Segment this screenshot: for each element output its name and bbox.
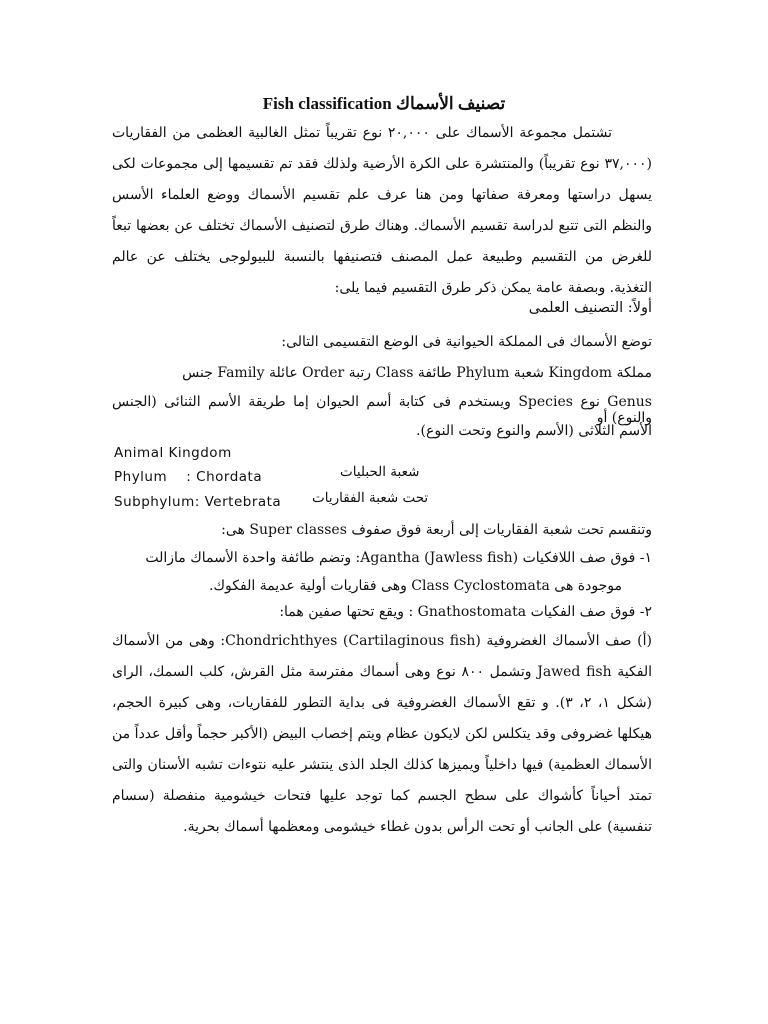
naming-method-line-end: الأسم الثلاثى (الأسم والنوع وتحت النوع).: [416, 423, 652, 439]
taxonomy-phylum: Phylum : Chordata: [114, 469, 263, 485]
intro-paragraph: تشتمل مجموعة الأسماك على ٢٠,٠٠٠ نوع تقريباً تمثل الغالبية العظمى من الفقاريات (٣٧,٠٠٠ نوع تقريباً) والمنتشرة على الكرة الأرضية ولذلك فقد تم تقسيمها إلى مجموعات لكى يسهل دراستها ومعرفة صفاتها ومن هنا عرف علم تقسيم الأسماك ووضع العلماء الأسس والنظم التى تتبع لدراسة تقسيم الأسماك. وهناك طرق لتصنيف الأسماك تختلف عن بعضها تبعاً للغرض من التقسيم وطبيعة عمل المصنف فتصنيفها بالنسبة للبيولوجى يختلف عن عالم التغذية. وبصفة عامة يمكن ذكر طرق التقسيم فيما يلى:: [112, 125, 652, 296]
item-2-gnathostomata: ٢- فوق صف الفكيات Gnathostomata : ويقع تحتها صفين هما:: [279, 604, 652, 620]
section-heading-scientific-classification: أولاً: التصنيف العلمى: [528, 300, 652, 316]
taxonomy-ranks-line: مملكة Kingdom شعبة Phylum طائفة Class رتبة Order عائلة Family جنس: [182, 365, 652, 381]
taxonomy-phylum-arabic: شعبة الحبليات: [340, 464, 420, 480]
item-2a-cartilaginous-fish: (أ) صف الأسماك الغضروفية Chondrichthyes (Cartilaginous fish): وهى من الأسماك الفكية Jawed fish وتشمل ٨٠٠ نوع وهى أسماك مفترسة مثل القرش، كلب السمك، الراى (شكل ١، ٢، ٣). و تقع الأسماك الغضروفية فى بداية التطور للفقاريات، وهى كبيرة الحجم، هيكلها غضروفى وقد يتكلس لكن لايكون عظام ويتم إخصاب البيض (الأكبر حجماً وأقل عدداً من الأسماك العظمية) فيها داخلياً ويميزها كذلك الجلد الذى ينتشر عليه نتوءات تشبه الأسنان والتى تمتد أحياناً كأشواك على سطح الجسم كما توجد عليها فتحات خيشومية منفصلة (سسام تنفسية) على الجانب أو تحت الرأس بدون غطاء خيشومى ومعظمها أسماك بحرية.: [112, 633, 653, 835]
naming-method-line: Genus نوع Species ويستخدم فى كتابة أسم الحيوان إما طريقة الأسم الثنائى (الجنس والنوع) أو: [112, 394, 652, 426]
taxonomy-kingdom: Animal Kingdom: [114, 445, 232, 461]
taxonomy-subphylum: Subphylum: Vertebrata: [114, 494, 282, 510]
taxonomy-subphylum-arabic: تحت شعبة الفقاريات: [312, 490, 429, 506]
item-1-jawless-fish: ١- فوق صف اللافكيات Agantha (Jawless fish): وتضم طائفة واحدة الأسماك مازالت: [145, 550, 652, 566]
superclasses-intro-line: وتنقسم تحت شعبة الفقاريات إلى أربعة فوق صفوف Super classes هى:: [221, 522, 652, 538]
page-title: Fish classification تصنيف الأسماك: [262, 94, 506, 113]
taxonomy-intro-line: توضع الأسماك فى المملكة الحيوانية فى الوضع التقسيمى التالى:: [281, 334, 652, 350]
item-1-continuation: موجودة هى Class Cyclostomata وهى فقاريات أولية عديمة الفكوك.: [209, 578, 622, 594]
